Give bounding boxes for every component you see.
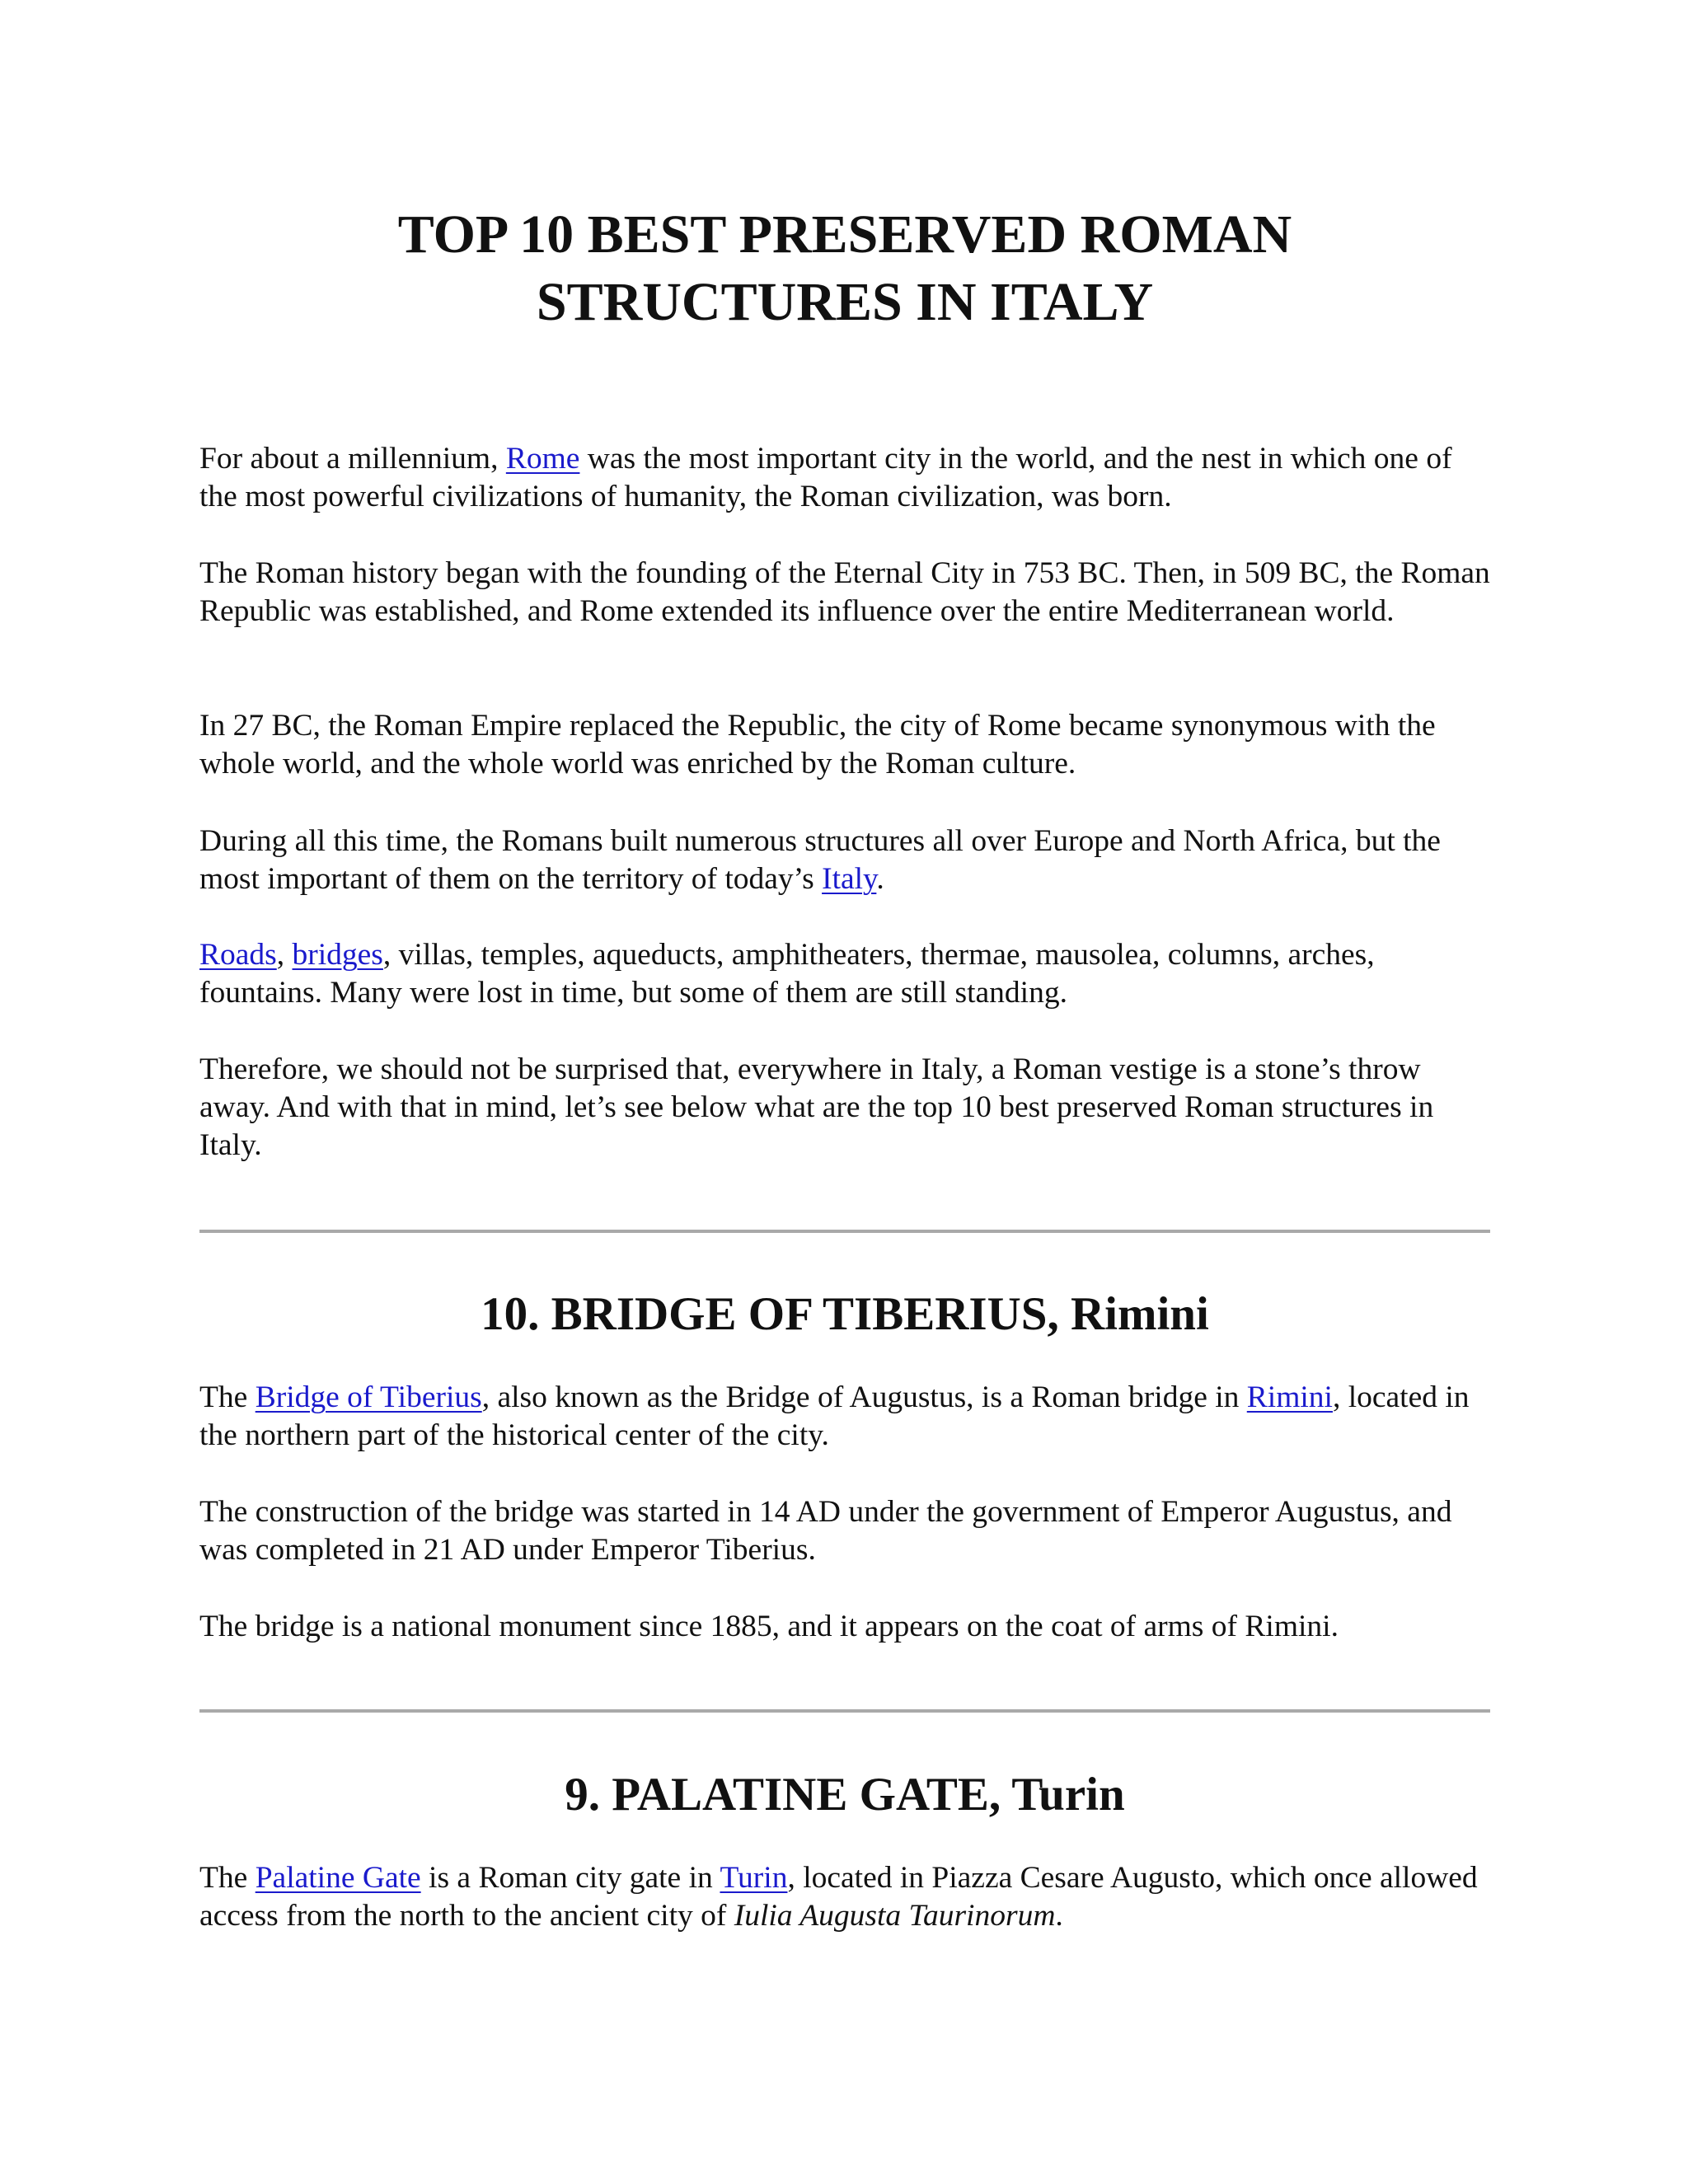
italy-link[interactable]: Italy xyxy=(822,862,877,896)
intro-paragraph-3: In 27 BC, the Roman Empire replaced the Republic, the city of Rome became synonymous with the whole world, and the whole world was enriched by the Roman culture. xyxy=(199,709,1436,780)
section-divider xyxy=(199,1230,1490,1233)
section-10-p1-before: The xyxy=(199,1380,256,1414)
section-10-p1-after: , located in the northern part of the historical center of the city. xyxy=(199,1380,1470,1452)
section-divider xyxy=(199,1709,1490,1713)
intro-p5-separator: , xyxy=(276,938,293,972)
roads-link[interactable]: Roads xyxy=(199,938,277,972)
intro-paragraph-5 xyxy=(199,936,1490,1012)
ancient-city-name: Iulia Augusta Taurinorum xyxy=(734,1899,1056,1933)
turin-link[interactable]: Turin xyxy=(720,1861,788,1895)
page-title-line-2: STRUCTURES IN ITALY xyxy=(536,272,1154,332)
palatine-gate-link[interactable]: Palatine Gate xyxy=(255,1861,421,1895)
intro-p4-before: During all this time, the Romans built numerous structures all over Europe and North Africa, but the most important of them on the territory of today’s xyxy=(199,824,1441,896)
rimini-link[interactable]: Rimini xyxy=(1246,1380,1333,1414)
section-9-p1-middle: is a Roman city gate in xyxy=(420,1861,720,1895)
section-10-paragraph-1 xyxy=(199,1379,1490,1455)
intro-p5-after: , villas, temples, aqueducts, amphitheaters, thermae, mausolea, columns, arches, fountains. Many were lost in time, but some of them are still standing. xyxy=(199,938,1375,1010)
intro-paragraph-4 xyxy=(199,823,1490,898)
section-9-p1-after: , located in Piazza Cesare Augusto, which once allowed access from the north to the ancient city of xyxy=(199,1861,1478,1933)
section-10-paragraph-3: The bridge is a national monument since 1885, and it appears on the coat of arms of Rimini. xyxy=(199,1610,1339,1643)
bridge-of-tiberius-link[interactable]: Bridge of Tiberius xyxy=(255,1380,482,1414)
section-10-p1-middle: , also known as the Bridge of Augustus, is a Roman bridge in xyxy=(481,1380,1247,1414)
section-9-p1-end: . xyxy=(1055,1899,1063,1933)
intro-p1-after: was the most important city in the world, and the nest in which one of the most powerful civilizations of humanity, the Roman civilization, was born. xyxy=(199,442,1452,513)
intro-paragraph-6: Therefore, we should not be surprised that, everywhere in Italy, a Roman vestige is a stone’s throw away. And with that in mind, let’s see below what are the top 10 best preserved Roman structures in Italy. xyxy=(199,1052,1434,1162)
intro-p1-before: For about a millennium, xyxy=(199,442,506,476)
page-title xyxy=(199,201,1490,336)
section-9-p1-before: The xyxy=(199,1861,256,1895)
rome-link[interactable]: Rome xyxy=(505,442,580,476)
section-9-paragraph-1 xyxy=(199,1859,1490,1935)
intro-paragraph-2: The Roman history began with the founding of the Eternal City in 753 BC. Then, in 509 BC, the Roman Republic was established, and Rome extended its influence over the entire Mediterranean world. xyxy=(199,556,1490,628)
section-10-heading: 10. BRIDGE OF TIBERIUS, Rimini xyxy=(481,1288,1209,1340)
intro-paragraph-1 xyxy=(199,440,1490,516)
page-title-line-1: TOP 10 BEST PRESERVED ROMAN xyxy=(397,204,1292,265)
intro-p4-after: . xyxy=(876,862,884,896)
section-9-heading: 9. PALATINE GATE, Turin xyxy=(565,1769,1125,1821)
bridges-link[interactable]: bridges xyxy=(292,938,383,972)
section-10-paragraph-2: The construction of the bridge was started in 14 AD under the government of Emperor Augustus, and was completed in 21 AD under Emperor Tiberius. xyxy=(199,1495,1452,1567)
